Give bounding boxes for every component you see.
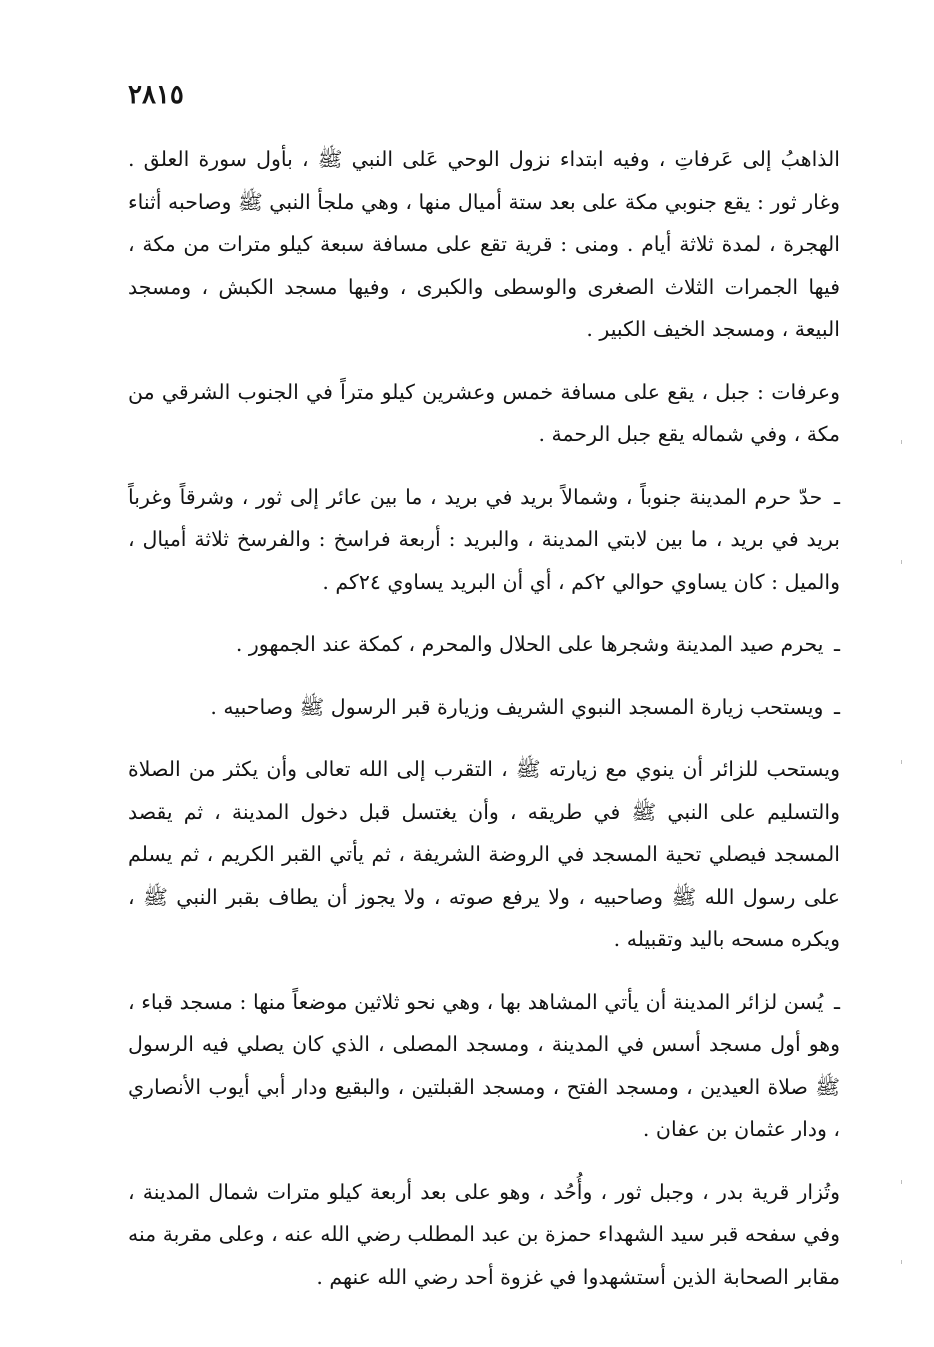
paragraph-holy-sites — [128, 981, 840, 1151]
bullet-dash: ـ — [833, 989, 840, 1014]
paragraph-text: ويستحب للزائر أن ينوي مع زيارته ﷺ ، التقرب إلى الله تعالى وأن يكثر من الصلاة والتسليم على النبي ﷺ في طريقه ، وأن يغتسل قبل دخول المدينة ، ثم يقصد المسجد فيصلي تحية المسجد في الروضة الشريفة ، ثم يأتي القبر الكريم ، ثم يسلم على رسول الله ﷺ وصاحبيه ، ولا يرفع صوته ، ولا يجوز أن يطاف بقبر النبي ﷺ ، ويكره مسحه باليد وتقبيله . — [128, 757, 840, 951]
paragraph-text: وتُزار قرية بدر ، وجبل ثور ، وأُحُد ، وهو على بعد أربعة كيلو مترات شمال المدينة ، وفي سفحه قبر سيد الشهداء حمزة بن عبد المطلب رضي الله عنه ، وعلى مقربة منه مقابر الصحابة الذين أستشهدوا في غزوة أحد رضي الله عنهم . — [128, 1179, 840, 1289]
bullet-dash: ـ — [833, 632, 840, 656]
paragraph-text: ويستحب زيارة المسجد النبوي الشريف وزيارة قبر الرسول ﷺ وصاحبيه . — [210, 694, 824, 719]
paragraph-visitor-etiquette — [128, 748, 840, 961]
paragraph-visit-mosque — [128, 686, 840, 729]
paragraph-badr-uhud — [128, 1171, 840, 1299]
page-number: ٢٨١٥ — [128, 80, 184, 110]
paragraph-text: يحرم صيد المدينة وشجرها على الحلال والمحرم ، كمكة عند الجمهور . — [235, 632, 824, 656]
margin-mark — [901, 760, 902, 764]
bullet-dash: ـ — [833, 694, 840, 719]
paragraph-text: الذاهبُ إلى عَرفاتِ ، وفيه ابتداء نزول الوحي عَلى النبي ﷺ ، بأول سورة العلق . وغار ثور : يقع جنوبي مكة على بعد ستة أميال منها ، وهي ملجأ النبي ﷺ وصاحبه أثناء الهجرة ، لمدة ثلاثة أيام . ومنى : قرية تقع على مسافة سبعة كيلو مترات من مكة ، فيها الجمرات الثلاث الصغرى والوسطى والكبرى ، وفيها مسجد الكبش ، ومسجد البيعة ، ومسجد الخيف الكبير . — [128, 147, 840, 341]
paragraph-text: حدّ حرم المدينة جنوباً ، وشمالاً بريد في بريد ، ما بين عائر إلى ثور ، وشرقاً وغرباً بريد في بريد ، ما بين لابتي المدينة ، والبريد : أربعة فراسخ : والفرسخ ثلاثة أميال ، والميل : كان يساوي حوالي ٢كم ، أي أن البريد يساوي ٢٤كم . — [128, 484, 840, 594]
margin-mark — [901, 440, 902, 444]
paragraph-hunting-prohibition — [128, 623, 840, 666]
paragraph-text: وعرفات : جبل ، يقع على مسافة خمس وعشرين كيلو متراً في الجنوب الشرقي من مكة ، وفي شماله يقع جبل الرحمة . — [128, 379, 840, 446]
paragraph-arafat-mountain — [128, 371, 840, 456]
document-body — [128, 138, 840, 1298]
margin-mark — [901, 560, 902, 564]
margin-mark — [901, 1180, 902, 1184]
margin-mark — [901, 1260, 902, 1264]
paragraph-text: يُسن لزائر المدينة أن يأتي المشاهد بها ، وهي نحو ثلاثين موضعاً منها : مسجد قباء ، وهو أول مسجد أسس في المدينة ، ومسجد المصلى ، الذي كان يصلي فيه الرسول ﷺ صلاة العيدين ، ومسجد الفتح ، ومسجد القبلتين ، والبقيع ودار أبي أيوب الأنصاري ، ودار عثمان بن عفان . — [128, 989, 840, 1141]
paragraph-arafat-intro — [128, 138, 840, 351]
bullet-dash: ـ — [833, 484, 840, 509]
paragraph-haram-boundary — [128, 476, 840, 604]
